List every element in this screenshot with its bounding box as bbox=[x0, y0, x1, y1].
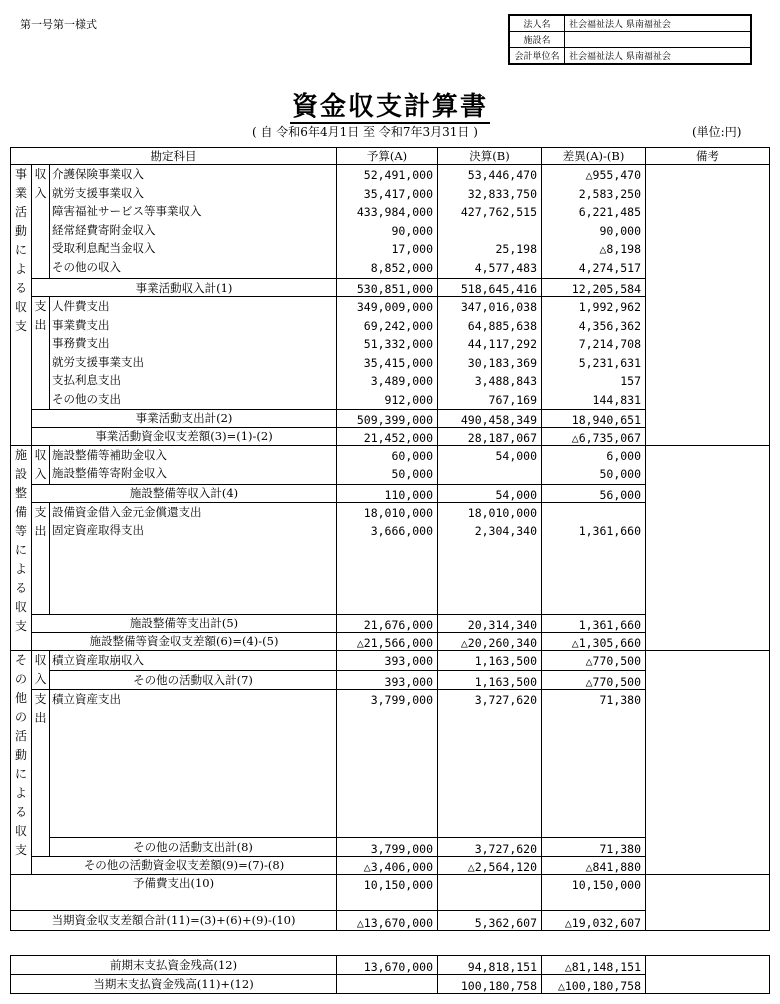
item-names bbox=[50, 297, 337, 410]
balance-actual: △2,564,120 bbox=[438, 856, 542, 874]
total-label: 施設整備等収入計(4) bbox=[32, 484, 337, 502]
value-cell: 767,169 bbox=[488, 392, 538, 407]
vertical-char: 支 bbox=[14, 319, 27, 333]
budget-values bbox=[337, 650, 438, 670]
prior-balance-diff: △81,148,151 bbox=[542, 956, 646, 975]
value-cell: 90,000 bbox=[599, 223, 642, 238]
item-names bbox=[50, 689, 337, 837]
unit-label: (単位:円) bbox=[692, 125, 742, 139]
value-cell: 1,992,962 bbox=[578, 300, 642, 314]
reserve-label: 予備費支出(10) bbox=[11, 874, 337, 910]
balance-diff: △1,305,660 bbox=[542, 632, 646, 650]
header-diff: 差異(A)-(B) bbox=[542, 148, 646, 165]
value-cell: 3,666,000 bbox=[370, 524, 434, 539]
item-name: その他の収入 bbox=[52, 259, 121, 274]
total-actual: 54,000 bbox=[438, 484, 542, 502]
value-cell: 393,000 bbox=[384, 653, 434, 668]
total-diff: △770,500 bbox=[542, 670, 646, 689]
total-label: その他の活動支出計(8) bbox=[50, 837, 337, 856]
diff-values bbox=[542, 297, 646, 410]
expense-label bbox=[32, 502, 50, 614]
value-cell bbox=[438, 221, 541, 240]
prior-balance-label: 前期末支払資金残高(12) bbox=[11, 956, 337, 975]
item-name: その他の支出 bbox=[52, 391, 121, 406]
period-total-diff: △19,032,607 bbox=[542, 910, 646, 930]
item-name: 支払利息支出 bbox=[52, 373, 121, 388]
total-label: 事業活動収入計(1) bbox=[32, 279, 337, 297]
total-label: その他の活動収入計(7) bbox=[50, 670, 337, 689]
vertical-char: 支 bbox=[34, 504, 47, 519]
item-names bbox=[50, 445, 337, 484]
vertical-char: よ bbox=[14, 785, 27, 800]
prior-balance-actual: 94,818,151 bbox=[438, 956, 542, 975]
form-number: 第一号第一様式 bbox=[20, 18, 97, 31]
facility-value bbox=[565, 32, 752, 48]
vertical-char: 事 bbox=[14, 167, 27, 181]
total-actual: 1,163,500 bbox=[438, 670, 542, 689]
current-balance-diff: △100,180,758 bbox=[542, 975, 646, 994]
value-cell: 347,016,038 bbox=[460, 300, 538, 314]
value-cell bbox=[438, 464, 541, 483]
period-total-budget: △13,670,000 bbox=[337, 910, 438, 930]
balance-diff: △6,735,067 bbox=[542, 427, 646, 445]
vertical-char: 施 bbox=[14, 447, 27, 462]
header-budget: 予算(A) bbox=[337, 148, 438, 165]
vertical-char: 支 bbox=[34, 691, 47, 706]
actual-values bbox=[438, 502, 542, 614]
value-cell: △8,198 bbox=[599, 242, 642, 257]
total-actual: 3,727,620 bbox=[438, 837, 542, 856]
item-name: 受取利息配当金収入 bbox=[52, 241, 156, 256]
vertical-char: 入 bbox=[34, 671, 47, 686]
value-cell: 44,117,292 bbox=[467, 337, 538, 352]
total-budget: 509,399,000 bbox=[337, 409, 438, 427]
value-cell: 1,361,660 bbox=[578, 524, 642, 539]
value-cell: 144,831 bbox=[592, 392, 642, 407]
value-cell: 4,356,362 bbox=[578, 318, 642, 333]
budget-values bbox=[337, 445, 438, 484]
item-name: 固定資産取得支出 bbox=[52, 523, 144, 538]
closing-balance-table bbox=[10, 955, 770, 994]
corp-value: 社会福祉法人 県南福祉会 bbox=[565, 15, 752, 32]
note-cell bbox=[646, 165, 770, 446]
vertical-char: よ bbox=[14, 561, 27, 576]
value-cell: 3,488,843 bbox=[474, 374, 538, 389]
diff-values bbox=[542, 650, 646, 670]
value-cell: 3,799,000 bbox=[370, 692, 434, 707]
balance-budget: △3,406,000 bbox=[337, 856, 438, 874]
value-cell: 2,304,340 bbox=[474, 524, 538, 539]
value-cell: 50,000 bbox=[391, 467, 434, 482]
diff-values bbox=[542, 689, 646, 837]
total-diff: 71,380 bbox=[542, 837, 646, 856]
value-cell: 427,762,515 bbox=[460, 205, 538, 220]
value-cell: △955,470 bbox=[585, 168, 642, 182]
budget-values bbox=[337, 297, 438, 410]
total-budget: 393,000 bbox=[337, 670, 438, 689]
section-label-facility bbox=[11, 445, 32, 650]
value-cell: 32,833,750 bbox=[467, 186, 538, 201]
value-cell: 69,242,000 bbox=[363, 318, 434, 333]
vertical-char: 収 bbox=[14, 823, 27, 838]
balance-label: その他の活動資金収支差額(9)=(7)-(8) bbox=[32, 856, 337, 874]
diff-values bbox=[542, 502, 646, 614]
period-range: ( 自 令和6年4月1日 至 令和7年3月31日 ) bbox=[252, 125, 478, 139]
header-row bbox=[11, 148, 770, 165]
total-diff: 12,205,584 bbox=[542, 279, 646, 297]
diff-values bbox=[542, 445, 646, 484]
total-label: 事業活動支出計(2) bbox=[32, 409, 337, 427]
value-cell: 3,489,000 bbox=[370, 374, 434, 389]
vertical-char: る bbox=[14, 580, 27, 595]
value-cell: 2,583,250 bbox=[578, 186, 642, 201]
period-total-label: 当期資金収支差額合計(11)=(3)+(6)+(9)-(10) bbox=[11, 910, 337, 930]
balance-budget: △21,566,000 bbox=[337, 632, 438, 650]
note-cell bbox=[646, 874, 770, 930]
actual-values bbox=[438, 445, 542, 484]
total-actual: 20,314,340 bbox=[438, 614, 542, 632]
vertical-char: の bbox=[14, 709, 27, 724]
value-cell: 433,984,000 bbox=[356, 205, 434, 220]
vertical-char: に bbox=[14, 542, 27, 557]
vertical-char: 整 bbox=[14, 485, 27, 500]
item-name: 介護保険事業収入 bbox=[52, 167, 144, 181]
current-balance-label: 当期末支払資金残高(11)+(12) bbox=[11, 975, 337, 994]
vertical-char: 業 bbox=[14, 186, 27, 200]
vertical-char: 収 bbox=[34, 652, 47, 667]
value-cell: 1,163,500 bbox=[474, 653, 538, 668]
note-cell bbox=[646, 445, 770, 650]
header-actual: 決算(B) bbox=[438, 148, 542, 165]
actual-values bbox=[438, 297, 542, 410]
income-label bbox=[32, 445, 50, 484]
value-cell: 4,577,483 bbox=[474, 260, 538, 275]
value-cell: 157 bbox=[620, 374, 642, 389]
item-names bbox=[50, 165, 337, 279]
vertical-char: に bbox=[14, 766, 27, 781]
value-cell: 4,274,517 bbox=[578, 260, 642, 275]
value-cell: 8,852,000 bbox=[370, 260, 434, 275]
vertical-char: 動 bbox=[14, 747, 27, 762]
current-balance-budget bbox=[337, 975, 438, 994]
total-budget: 21,676,000 bbox=[337, 614, 438, 632]
header-item: 勘定科目 bbox=[11, 148, 337, 165]
value-cell: 52,491,000 bbox=[363, 168, 434, 182]
total-diff: 1,361,660 bbox=[542, 614, 646, 632]
vertical-char: 活 bbox=[14, 728, 27, 743]
info-box bbox=[508, 14, 752, 65]
income-label bbox=[32, 650, 50, 689]
facility-income-row bbox=[11, 445, 770, 484]
budget-values bbox=[337, 689, 438, 837]
vertical-char: 活 bbox=[14, 205, 27, 219]
vertical-char: 収 bbox=[34, 167, 47, 181]
budget-values bbox=[337, 165, 438, 279]
value-cell: 53,446,470 bbox=[467, 168, 538, 182]
balance-label: 施設整備等資金収支差額(6)=(4)-(5) bbox=[32, 632, 337, 650]
vertical-char: る bbox=[14, 804, 27, 819]
item-name: 就労支援事業収入 bbox=[52, 185, 144, 200]
cash-flow-table bbox=[10, 147, 770, 931]
reserve-row bbox=[11, 874, 770, 910]
facility-label: 施設名 bbox=[509, 32, 565, 48]
vertical-char: 収 bbox=[14, 599, 27, 614]
section-label-other bbox=[11, 650, 32, 874]
balance-actual: 28,187,067 bbox=[438, 427, 542, 445]
total-actual: 490,458,349 bbox=[438, 409, 542, 427]
note-cell bbox=[646, 650, 770, 874]
page-title-text: 資金収支計算書 bbox=[291, 92, 488, 122]
reserve-budget: 10,150,000 bbox=[337, 874, 438, 910]
item-name: 事業費支出 bbox=[52, 317, 110, 332]
value-cell bbox=[542, 503, 645, 522]
value-cell: 17,000 bbox=[391, 242, 434, 257]
value-cell: 7,214,708 bbox=[578, 337, 642, 352]
actual-values bbox=[438, 650, 542, 670]
expense-label bbox=[32, 689, 50, 856]
value-cell: 50,000 bbox=[599, 467, 642, 482]
value-cell: 5,231,631 bbox=[578, 355, 642, 370]
item-name: 就労支援事業支出 bbox=[52, 354, 144, 369]
vertical-char: 支 bbox=[14, 842, 27, 857]
total-label: 施設整備等支出計(5) bbox=[32, 614, 337, 632]
total-budget: 110,000 bbox=[337, 484, 438, 502]
operating-income-row bbox=[11, 165, 770, 279]
other-income-row bbox=[11, 650, 770, 670]
vertical-char: 動 bbox=[14, 224, 27, 238]
current-balance-actual: 100,180,758 bbox=[438, 975, 542, 994]
total-diff: 56,000 bbox=[542, 484, 646, 502]
total-diff: 18,940,651 bbox=[542, 409, 646, 427]
vertical-char: 他 bbox=[14, 690, 27, 705]
item-name: 障害福祉サービス等事業収入 bbox=[52, 204, 202, 219]
value-cell: 349,009,000 bbox=[356, 300, 434, 314]
value-cell: 51,332,000 bbox=[363, 337, 434, 352]
vertical-char: 支 bbox=[14, 618, 27, 633]
item-name: 積立資産支出 bbox=[52, 691, 121, 706]
item-name: 事務費支出 bbox=[52, 336, 110, 351]
reserve-actual bbox=[438, 874, 542, 910]
vertical-char: 入 bbox=[34, 186, 47, 200]
vertical-char: 収 bbox=[14, 300, 27, 314]
vertical-char: 出 bbox=[34, 318, 47, 332]
balance-label: 事業活動資金収支差額(3)=(1)-(2) bbox=[32, 427, 337, 445]
corp-label: 法人名 bbox=[509, 15, 565, 32]
value-cell: 6,221,485 bbox=[578, 205, 642, 220]
vertical-char: そ bbox=[14, 652, 27, 667]
item-names bbox=[50, 650, 337, 670]
value-cell: 6,000 bbox=[606, 448, 642, 463]
expense-label bbox=[32, 297, 50, 410]
value-cell: 18,010,000 bbox=[363, 505, 434, 520]
item-name: 経常経費寄附金収入 bbox=[52, 222, 156, 237]
page-title bbox=[0, 86, 780, 123]
value-cell: 30,183,369 bbox=[467, 355, 538, 370]
vertical-char: 備 bbox=[14, 504, 27, 519]
income-label bbox=[32, 165, 50, 279]
diff-values bbox=[542, 165, 646, 279]
unit-label: 会計単位名 bbox=[509, 48, 565, 65]
vertical-char: よ bbox=[14, 262, 27, 276]
vertical-char: の bbox=[14, 671, 27, 686]
vertical-char: 支 bbox=[34, 299, 47, 313]
vertical-char: 入 bbox=[34, 466, 47, 481]
value-cell: 25,198 bbox=[495, 242, 538, 257]
balance-diff: △841,880 bbox=[542, 856, 646, 874]
note-cell bbox=[646, 956, 770, 994]
header-note: 備考 bbox=[646, 148, 770, 165]
item-name: 積立資産取崩収入 bbox=[52, 652, 144, 667]
actual-values bbox=[438, 689, 542, 837]
value-cell: 35,417,000 bbox=[363, 186, 434, 201]
balance-budget: 21,452,000 bbox=[337, 427, 438, 445]
item-name: 施設整備等寄附金収入 bbox=[52, 466, 167, 481]
item-names bbox=[50, 502, 337, 614]
value-cell: 71,380 bbox=[599, 692, 642, 707]
value-cell: 54,000 bbox=[495, 448, 538, 463]
prior-balance-row bbox=[11, 956, 770, 975]
item-name: 施設整備等補助金収入 bbox=[52, 447, 167, 462]
value-cell: 912,000 bbox=[384, 392, 434, 407]
vertical-char: 等 bbox=[14, 523, 27, 538]
value-cell: 90,000 bbox=[391, 223, 434, 238]
balance-actual: △20,260,340 bbox=[438, 632, 542, 650]
prior-balance-budget: 13,670,000 bbox=[337, 956, 438, 975]
value-cell: 64,885,638 bbox=[467, 318, 538, 333]
item-name: 人件費支出 bbox=[52, 299, 110, 313]
period-total-actual: 5,362,607 bbox=[438, 910, 542, 930]
total-budget: 3,799,000 bbox=[337, 837, 438, 856]
vertical-char: 出 bbox=[34, 710, 47, 725]
value-cell: 35,415,000 bbox=[363, 355, 434, 370]
vertical-char: 収 bbox=[34, 447, 47, 462]
vertical-char: 設 bbox=[14, 466, 27, 481]
total-actual: 518,645,416 bbox=[438, 279, 542, 297]
value-cell: 60,000 bbox=[391, 448, 434, 463]
section-label-operating bbox=[11, 165, 32, 446]
value-cell: 3,727,620 bbox=[474, 692, 538, 707]
value-cell: 18,010,000 bbox=[467, 505, 538, 520]
reserve-diff: 10,150,000 bbox=[542, 874, 646, 910]
vertical-char: 出 bbox=[34, 523, 47, 538]
actual-values bbox=[438, 165, 542, 279]
vertical-char: に bbox=[14, 243, 27, 257]
unit-value: 社会福祉法人 県南福祉会 bbox=[565, 48, 752, 65]
budget-values bbox=[337, 502, 438, 614]
item-name: 設備資金借入金元金償還支出 bbox=[52, 504, 202, 519]
vertical-char: る bbox=[14, 281, 27, 295]
value-cell: △770,500 bbox=[585, 653, 642, 668]
total-budget: 530,851,000 bbox=[337, 279, 438, 297]
